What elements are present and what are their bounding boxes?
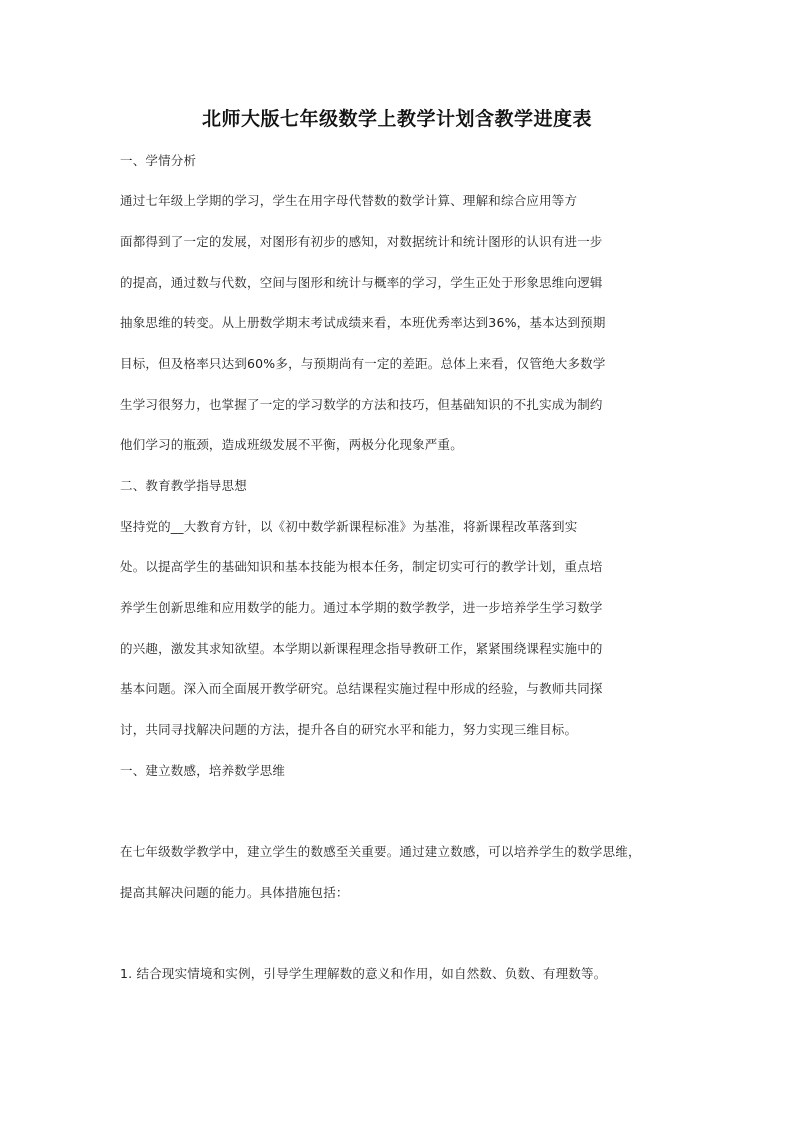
paragraph-line: 的提高，通过数与代数，空间与图形和统计与概率的学习，学生正处于形象思维向逻辑 bbox=[120, 275, 603, 290]
paragraph-line: 讨，共同寻找解决问题的方法，提升各自的研究水平和能力，努力实现三维目标。 bbox=[120, 722, 578, 737]
paragraph-line: 处。以提高学生的基础知识和基本技能为根本任务，制定切实可行的教学计划，重点培 bbox=[120, 559, 603, 574]
paragraph-line: 养学生创新思维和应用数学的能力。通过本学期的数学教学，进一步培养学生学习数学 bbox=[120, 600, 603, 615]
paragraph-line: 面都得到了一定的发展，对图形有初步的感知，对数据统计和统计图形的认识有进一步 bbox=[120, 234, 603, 249]
paragraph-line: 坚持党的__大教育方针，以《初中数学新课程标准》为基准，将新课程改革落到实 bbox=[120, 519, 578, 534]
paragraph-line: 基本问题。深入而全面展开教学研究。总结课程实施过程中形成的经验，与教师共同探 bbox=[120, 681, 603, 696]
list-item: 1. 结合现实情境和实例，引导学生理解数的意义和作用，如自然数、负数、有理数等。 bbox=[120, 966, 607, 981]
paragraph-line: 在七年级数学教学中，建立学生的数感至关重要。通过建立数感，可以培养学生的数学思维， bbox=[120, 844, 641, 859]
paragraph-line: 目标，但及格率只达到60%多，与预期尚有一定的差距。总体上来看，仅管绝大多数学 bbox=[120, 356, 606, 371]
paragraph-line: 抽象思维的转变。从上册数学期末考试成绩来看，本班优秀率达到36%，基本达到预期 bbox=[120, 315, 606, 330]
section-heading-number-sense: 一、建立数感，培养数学思维 bbox=[120, 763, 286, 778]
paragraph-line: 提高其解决问题的能力。具体措施包括： bbox=[120, 885, 349, 900]
paragraph-line: 生学习很努力，也掌握了一定的学习数学的方法和技巧，但基础知识的不扎实成为制约 bbox=[120, 397, 603, 412]
paragraph-line: 的兴趣，激发其求知欲望。本学期以新课程理念指导教研工作，紧紧围绕课程实施中的 bbox=[120, 641, 603, 656]
section-heading-student-analysis: 一、学情分析 bbox=[120, 153, 197, 168]
paragraph-line: 他们学习的瓶颈，造成班级发展不平衡，两极分化现象严重。 bbox=[120, 437, 463, 452]
document-title: 北师大版七年级数学上教学计划含教学进度表 bbox=[201, 108, 592, 130]
section-heading-guiding-ideology: 二、教育教学指导思想 bbox=[120, 478, 248, 493]
paragraph-line: 通过七年级上学期的学习，学生在用字母代替数的数学计算、理解和综合应用等方 bbox=[120, 193, 578, 208]
